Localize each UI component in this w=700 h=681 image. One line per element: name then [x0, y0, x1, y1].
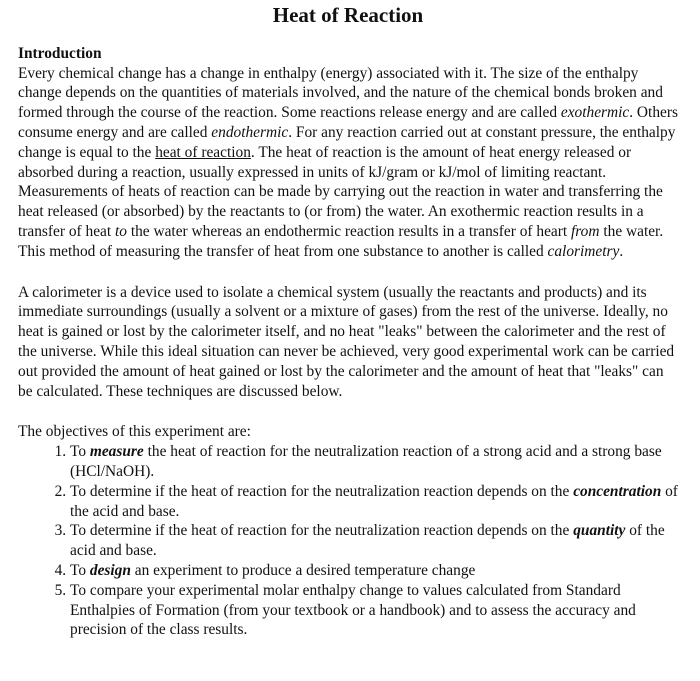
- term-heat-of-reaction: heat of reaction: [155, 143, 251, 161]
- emphasis-to: to: [115, 222, 127, 240]
- objective-emphasis: concentration: [573, 482, 662, 500]
- objective-item: 2. To determine if the heat of reaction for the neutralization reaction depends on the concentration of the acid and base.: [70, 482, 678, 522]
- intro-paragraph-1: Every chemical change has a change in enthalpy (energy) associated with it. The size of the enthalpy change depends on the quantities of materials involved, and the nature of the chemical bonds broken and formed through the course of the reaction. Some reactions release energy and are called exothermic. Others consume energy and are called endothermic. For any reaction carried out at constant pressure, the enthalpy change is equal to the heat of reaction. The heat of reaction is the amount of heat energy released or absorbed during a reaction, usually expressed in units of kJ/gram or kJ/mol of limiting reactant. Measurements of heats of reaction can be made by carrying out the reaction in water and transferring the heat released (or absorbed) by the reactants to (or from) the water. An exothermic reaction results in a transfer of heat to the water whereas an endothermic reaction results in a transfer of heart from the water. This method of measuring the transfer of heat from one substance to another is called calorimetry.: [18, 64, 678, 260]
- objective-emphasis: quantity: [573, 522, 626, 540]
- term-endothermic: endothermic: [211, 123, 289, 141]
- intro-paragraph-2: A calorimeter is a device used to isolate a chemical system (usually the reactants and products) and its immediate surroundings (usually a solvent or a mixture of gases) from the rest of the universe. Ideally, no heat is gained or lost by the calorimeter itself, and no heat "leaks" between the calorimeter and the rest of the universe. While this ideal situation can never be achieved, very good experimental work can be carried out provided the amount of heat gained or lost by the calorimeter and the amount of heat that "leaks" can be calculated. These techniques are discussed below.: [18, 283, 675, 400]
- objective-item: 5. To compare your experimental molar enthalpy change to values calculated from Standard Enthalpies of Formation (from your textbook or a handbook) and to assess the accuracy and precision of the class results.: [70, 581, 678, 640]
- objective-item: 4. To design an experiment to produce a desired temperature change: [70, 561, 678, 581]
- objective-emphasis: design: [89, 561, 131, 579]
- section-heading-introduction: Introduction: [18, 45, 102, 62]
- objective-emphasis: measure: [89, 443, 144, 461]
- objective-item: 3. To determine if the heat of reaction for the neutralization reaction depends on the quantity of the acid and base.: [70, 521, 678, 561]
- objectives-intro: The objectives of this experiment are:: [18, 423, 251, 441]
- term-calorimetry: calorimetry: [547, 242, 620, 260]
- term-exothermic: exothermic: [560, 104, 630, 122]
- objective-item: 1. To measure the heat of reaction for the neutralization reaction of a strong acid and a strong base (HCl/NaOH).: [70, 442, 678, 482]
- objectives-list: [18, 442, 678, 640]
- emphasis-from: from: [570, 222, 600, 240]
- page-title: Heat of Reaction: [272, 3, 424, 27]
